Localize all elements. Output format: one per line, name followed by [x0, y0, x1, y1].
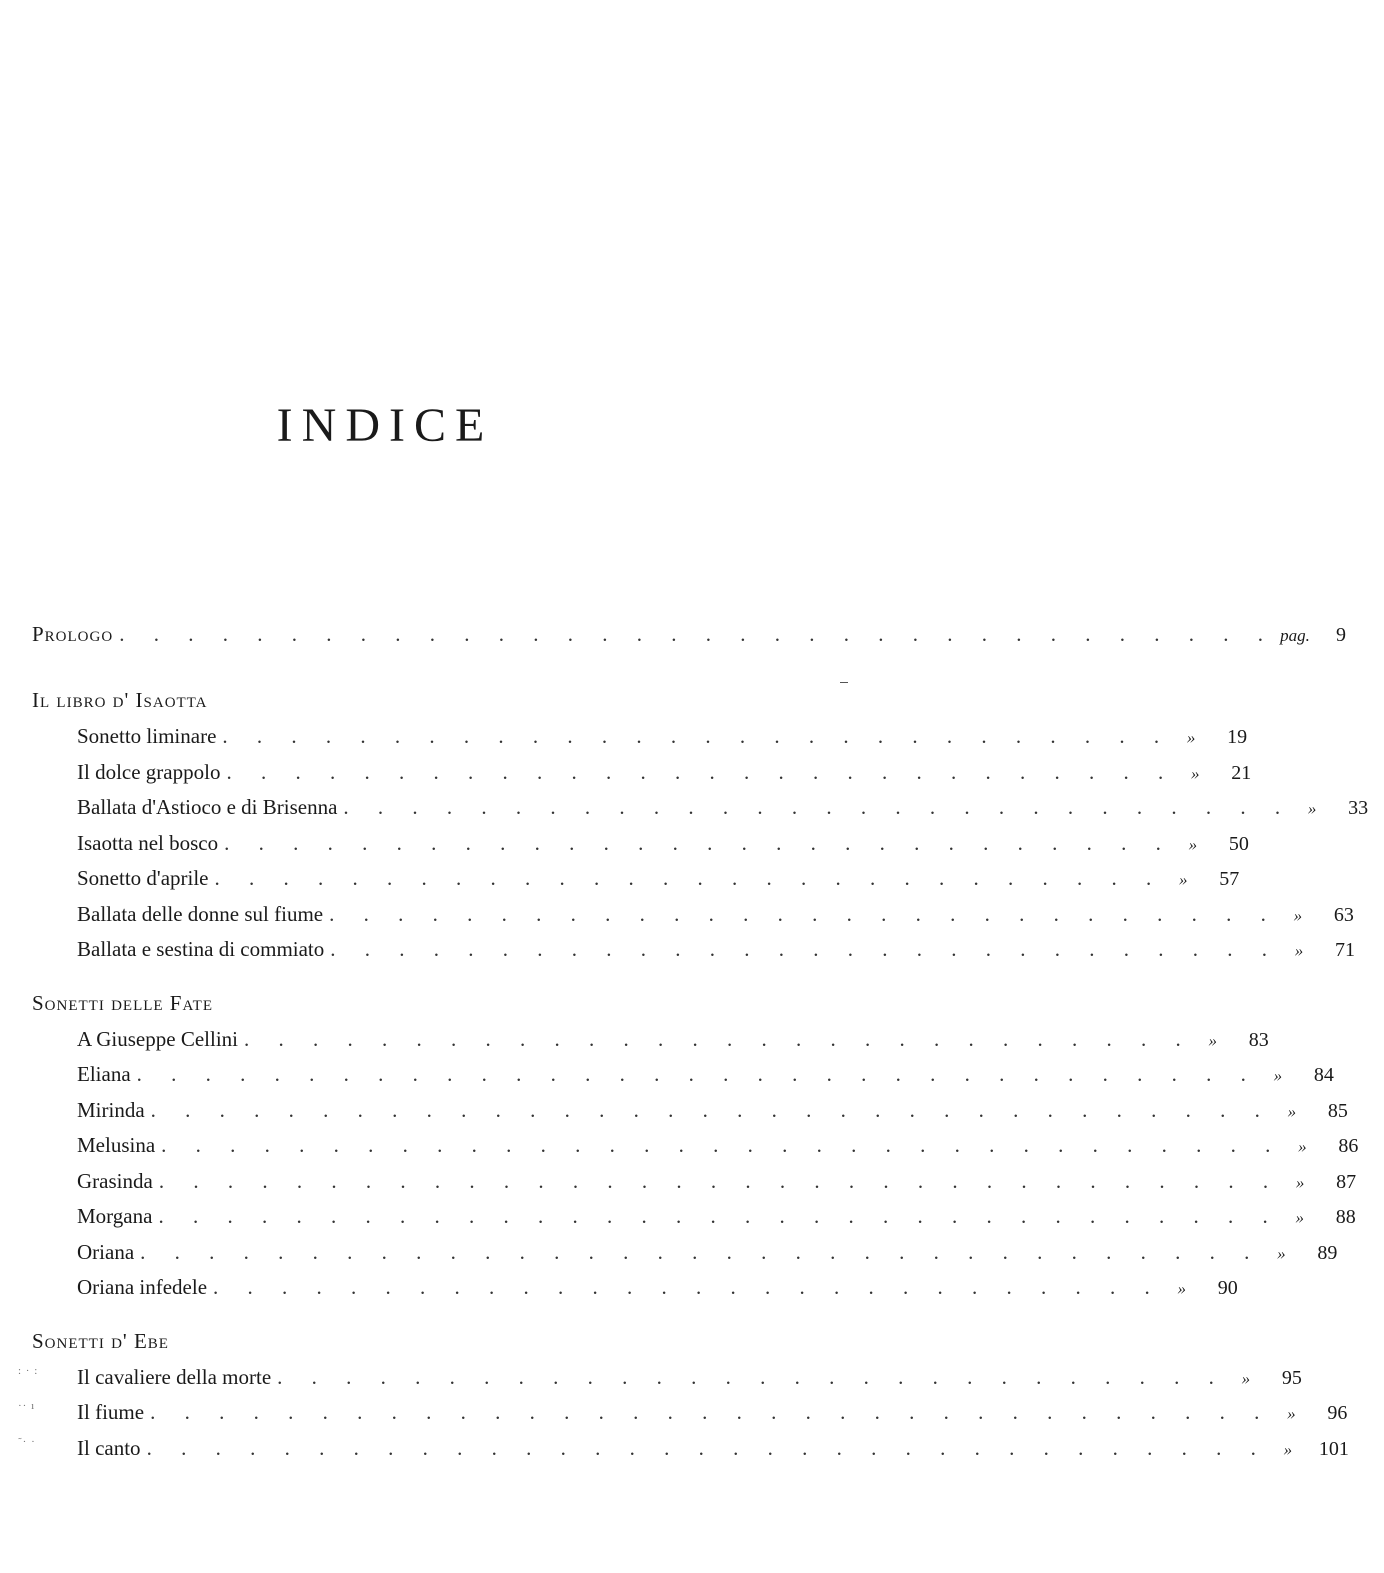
toc-entry-title: Melusina [77, 1133, 156, 1157]
toc-entry-title: Ballata delle donne sul fiume [77, 901, 324, 926]
page-ref: » [1295, 1208, 1304, 1227]
table-of-contents [18, 622, 1369, 1471]
page-number: 95 [1281, 1366, 1302, 1389]
dot-leader: . . . . . . . . . . . . . . . . . . . . . . . . . . . . . . . . . . [119, 622, 1275, 646]
dot-leader: . . . . . . . . . . . . . . . . . . . . . . . . . . . . [214, 866, 1164, 890]
dot-leader: . . . . . . . . . . . . . . . . . . . . . . . . . . . . [213, 1275, 1162, 1299]
toc-entry-title: Oriana infedele [77, 1275, 208, 1299]
toc-entry-prologo[interactable] [32, 622, 1346, 660]
toc-entry-title: Il fiume [77, 1400, 145, 1424]
toc-entry-title: A Giuseppe Cellini [77, 1026, 238, 1051]
toc-entry-title: Sonetto liminare [77, 724, 217, 748]
page-ref: » [1273, 1066, 1283, 1085]
page-number: 9 [1335, 624, 1346, 646]
page-ref: » [1188, 834, 1198, 854]
dot-leader: . . . . . . . . . . . . . . . . . . . . . . . . . . . . [244, 1026, 1193, 1051]
page-ref: » [1179, 870, 1188, 889]
page-number: 19 [1227, 726, 1248, 748]
page-number: 87 [1336, 1170, 1357, 1193]
dot-leader: . . . . . . . . . . . . . . . . . . . . . . . . . . . . . . . . . [158, 1168, 1281, 1193]
toc-entry[interactable] [32, 937, 1356, 973]
page-number: 85 [1327, 1099, 1348, 1122]
dot-leader: . . . . . . . . . . . . . . . . . . . . . . . . . . . . [222, 724, 1172, 748]
toc-entry[interactable] [32, 830, 1249, 867]
dot-leader: . . . . . . . . . . . . . . . . . . . . . . . . . . . . . . . . . [146, 1435, 1268, 1460]
toc-entry[interactable] [32, 1204, 1356, 1240]
toc-entry-title: Grasinda [77, 1168, 153, 1193]
page-number: 33 [1348, 797, 1369, 819]
page-ref: » [1294, 941, 1304, 960]
toc-entry-title: Isaotta nel bosco [77, 830, 219, 855]
toc-entry[interactable] [32, 1062, 1334, 1098]
page-ref: » [1287, 1404, 1296, 1423]
page-number: 71 [1335, 939, 1356, 961]
dot-leader: . . . . . . . . . . . . . . . . . . . . . . . . . . . . [330, 937, 1280, 961]
dot-leader: . . . . . . . . . . . . . . . . . . . . . . . . . . . . [226, 759, 1176, 784]
page-ref: » [1287, 1101, 1297, 1121]
toc-entry[interactable] [32, 866, 1240, 902]
page-ref: » [1277, 1243, 1286, 1263]
spacer [32, 973, 732, 991]
toc-entry[interactable] [32, 759, 1252, 796]
toc-entry[interactable] [18, 1400, 1348, 1436]
page-number: 21 [1231, 761, 1252, 784]
toc-entry-title: Ballata e sestina di commiato [77, 937, 325, 961]
toc-entry[interactable] [32, 1133, 1359, 1169]
section-heading: Il libro d' Isaotta [32, 688, 208, 712]
toc-entry[interactable] [32, 724, 1248, 760]
toc-entry-title: Prologo [32, 622, 114, 646]
toc-entry[interactable] [32, 1275, 1238, 1311]
dot-leader: . . . . . . . . . . . . . . . . . . . . . . . . . . . . . . . . . [150, 1400, 1272, 1424]
scan-artifact [840, 682, 848, 683]
toc-entry-title: Sonetto d'aprile [77, 866, 209, 890]
toc-entry-title: Il canto [77, 1435, 141, 1460]
dot-leader: . . . . . . . . . . . . . . . . . . . . . . . . . . . . [329, 901, 1278, 926]
section-heading: Sonetti d' Ebe [32, 1328, 169, 1353]
toc-entry[interactable] [18, 1435, 1349, 1472]
toc-entry[interactable] [32, 901, 1354, 938]
margin-mark: ·· ı [18, 1400, 36, 1412]
toc-entry[interactable] [32, 795, 1369, 831]
toc-entry-title: Mirinda [77, 1097, 145, 1122]
page-ref: » [1298, 1137, 1307, 1156]
spacer [32, 1311, 732, 1329]
dot-leader: . . . . . . . . . . . . . . . . . . . . . . . . . . . . . . . . . [136, 1062, 1258, 1086]
page-number: 50 [1228, 832, 1249, 855]
toc-entry-title: Il dolce grappolo [77, 759, 221, 784]
toc-entry-title: Oriana [77, 1239, 135, 1264]
toc-entry[interactable] [32, 1097, 1348, 1134]
page-title: INDICE [276, 399, 494, 452]
page-number: 90 [1217, 1277, 1238, 1299]
toc-entry[interactable] [32, 1168, 1357, 1205]
margin-mark: : · : [18, 1364, 39, 1377]
page-ref: » [1295, 1172, 1305, 1192]
page-number: 84 [1313, 1064, 1334, 1086]
page-ref: » [1186, 728, 1196, 747]
toc-entry[interactable] [18, 1364, 1302, 1401]
toc-entry-title: Eliana [77, 1062, 131, 1086]
page-number: 86 [1338, 1135, 1359, 1157]
dot-leader: . . . . . . . . . . . . . . . . . . . . . . . . . . . . . . . . . [161, 1133, 1283, 1157]
page-ref: » [1307, 799, 1317, 818]
dot-leader: . . . . . . . . . . . . . . . . . . . . . . . . . . . . [343, 795, 1293, 819]
page-ref: pag. [1280, 626, 1310, 645]
dot-leader: . . . . . . . . . . . . . . . . . . . . . . . . . . . . . . . . . [140, 1239, 1262, 1264]
toc-entry[interactable] [32, 1239, 1338, 1276]
page-ref: » [1241, 1368, 1251, 1388]
page-number: 96 [1327, 1402, 1348, 1424]
page-ref: » [1208, 1030, 1217, 1050]
section-heading: Sonetti delle Fate [32, 990, 213, 1015]
spacer [32, 660, 732, 688]
page-ref: » [1190, 763, 1200, 783]
margin-mark: ˜· · [18, 1435, 36, 1448]
page-number: 57 [1219, 868, 1240, 890]
dot-leader: . . . . . . . . . . . . . . . . . . . . . . . . . . . . [224, 830, 1173, 855]
page-number: 83 [1248, 1028, 1269, 1051]
page-ref: » [1283, 1439, 1293, 1459]
page-ref: » [1293, 905, 1303, 925]
dot-leader: . . . . . . . . . . . . . . . . . . . . . . . . . . . . . . . . . [158, 1204, 1280, 1228]
dot-leader: . . . . . . . . . . . . . . . . . . . . . . . . . . . . [277, 1364, 1226, 1389]
toc-entry-title: Ballata d'Astioco e di Brisenna [77, 795, 338, 819]
page-ref: » [1177, 1279, 1187, 1298]
dot-leader: . . . . . . . . . . . . . . . . . . . . . . . . . . . . . . . . . [150, 1097, 1272, 1122]
toc-entry-title: Il cavaliere della morte [77, 1364, 272, 1389]
toc-entry-title: Morgana [77, 1204, 153, 1228]
toc-entry[interactable] [32, 1026, 1269, 1063]
page-number: 63 [1333, 903, 1354, 926]
page-number: 101 [1318, 1437, 1349, 1460]
page-number: 88 [1335, 1206, 1356, 1228]
page-number: 89 [1317, 1241, 1338, 1264]
